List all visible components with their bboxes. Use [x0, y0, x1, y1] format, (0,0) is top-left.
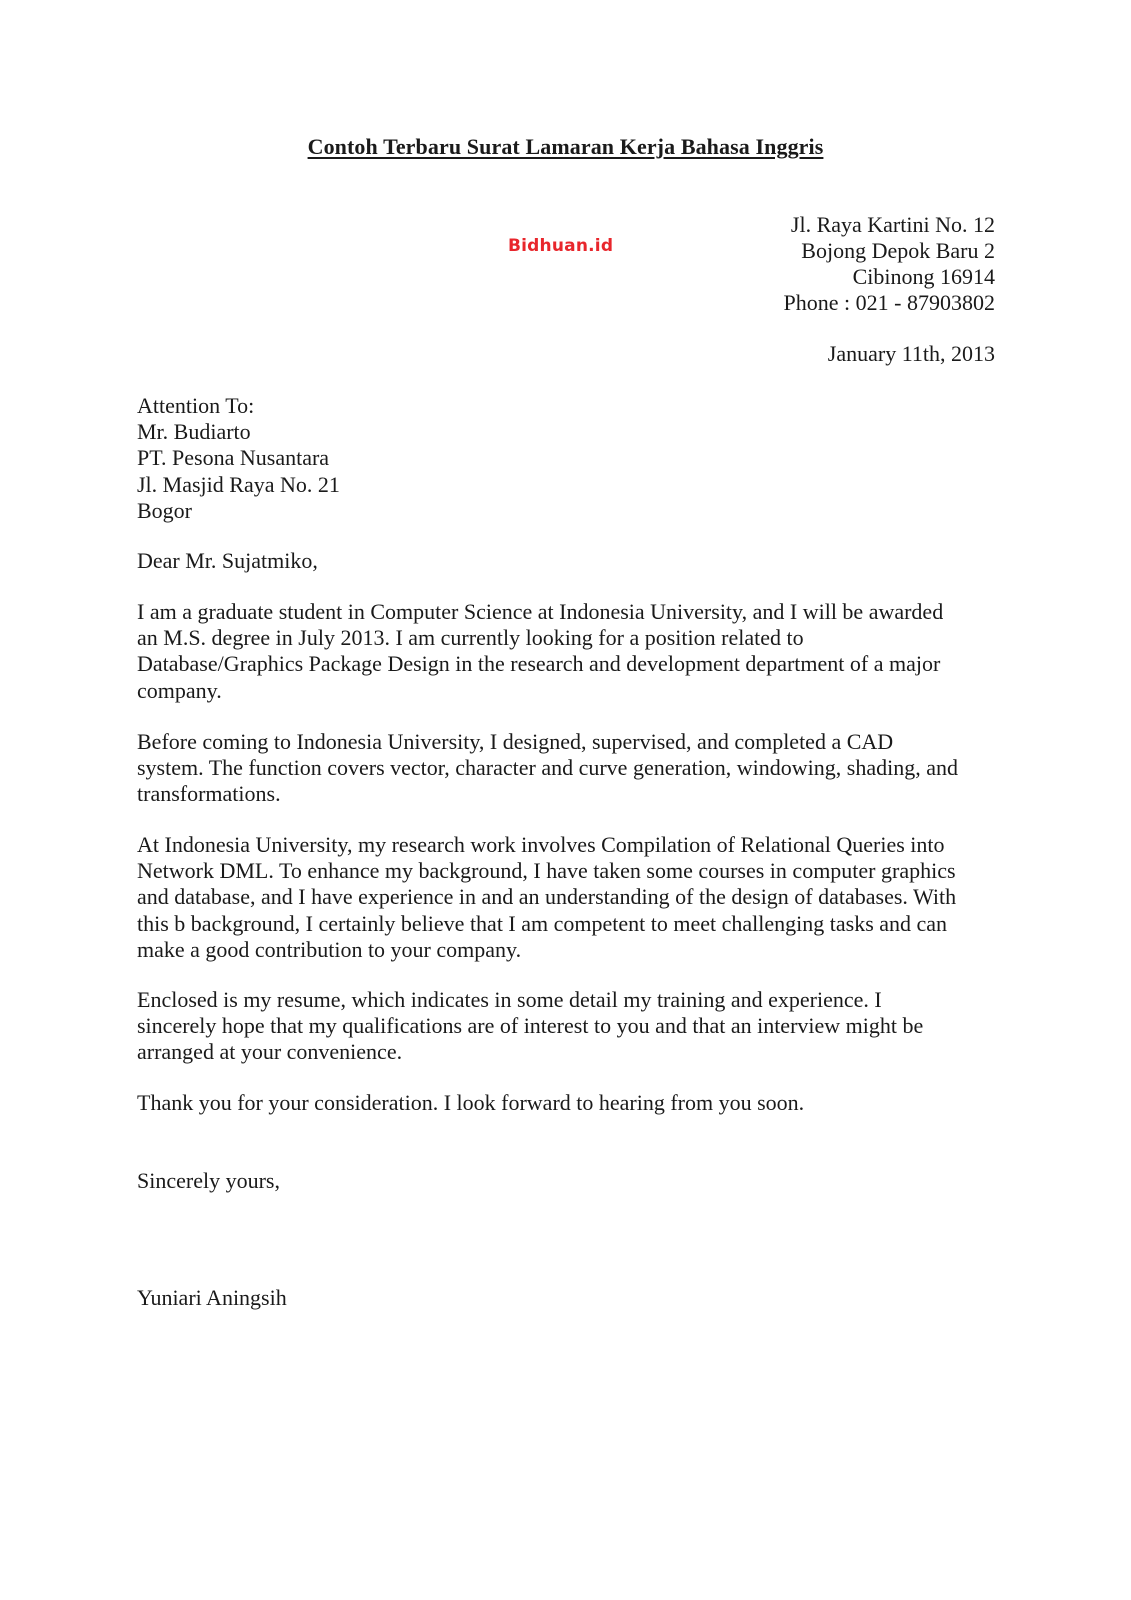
recipient-street: Jl. Masjid Raya No. 21 — [137, 471, 340, 497]
paragraph-line: transformations. — [137, 781, 281, 807]
paragraph-line: system. The function covers vector, character and curve generation, windowing, shading, and — [137, 755, 958, 781]
paragraph-2 — [137, 729, 997, 808]
paragraph-line: Database/Graphics Package Design in the research and development department of a major — [137, 651, 941, 677]
recipient-name: Mr. Budiarto — [137, 419, 251, 445]
paragraph-line: arranged at your convenience. — [137, 1039, 403, 1065]
page-title: Contoh Terbaru Surat Lamaran Kerja Bahasa Inggris — [307, 134, 824, 159]
watermark: Bidhuan.id — [508, 236, 614, 256]
paragraph-line: an M.S. degree in July 2013. I am currently looking for a position related to — [137, 625, 804, 651]
recipient-attention: Attention To: — [137, 393, 255, 418]
signature-name: Yuniari Aningsih — [137, 1285, 287, 1310]
paragraph-4 — [137, 987, 997, 1066]
paragraph-line: Network DML. To enhance my background, I have taken some courses in computer graphics — [137, 858, 956, 884]
letter-date: January 11th, 2013 — [827, 341, 995, 366]
sender-address — [784, 212, 995, 316]
paragraph-5 — [137, 1090, 997, 1116]
salutation: Dear Mr. Sujatmiko, — [137, 548, 318, 573]
closing: Sincerely yours, — [137, 1168, 280, 1193]
paragraph-line: this b background, I certainly believe that I am competent to meet challenging tasks and can — [137, 910, 948, 936]
paragraph-line: make a good contribution to your company. — [137, 936, 522, 962]
paragraph-line: Thank you for your consideration. I look forward to hearing from you soon. — [137, 1090, 805, 1115]
paragraph-3 — [137, 832, 997, 963]
paragraph-1 — [137, 599, 997, 704]
sender-address-line-2: Bojong Depok Baru 2 — [801, 238, 995, 263]
paragraph-line: Enclosed is my resume, which indicates in some detail my training and experience. I — [137, 987, 882, 1012]
paragraph-line: Before coming to Indonesia University, I designed, supervised, and completed a CAD — [137, 729, 894, 754]
paragraph-line: company. — [137, 677, 222, 703]
sender-phone: Phone : 021 - 87903802 — [783, 290, 995, 315]
paragraph-line: I am a graduate student in Computer Science at Indonesia University, and I will be awarded — [137, 599, 944, 624]
recipient-city: Bogor — [137, 497, 192, 523]
sender-address-line-1: Jl. Raya Kartini No. 12 — [790, 212, 995, 237]
sender-address-line-3: Cibinong 16914 — [852, 264, 995, 289]
paragraph-line: At Indonesia University, my research work involves Compilation of Relational Queries into — [137, 832, 945, 857]
paragraph-line: and database, and I have experience in and an understanding of the design of databases. With — [137, 884, 957, 910]
paragraph-line: sincerely hope that my qualifications are of interest to you and that an interview might be — [137, 1013, 924, 1039]
recipient-block — [137, 393, 340, 524]
recipient-company: PT. Pesona Nusantara — [137, 445, 330, 471]
